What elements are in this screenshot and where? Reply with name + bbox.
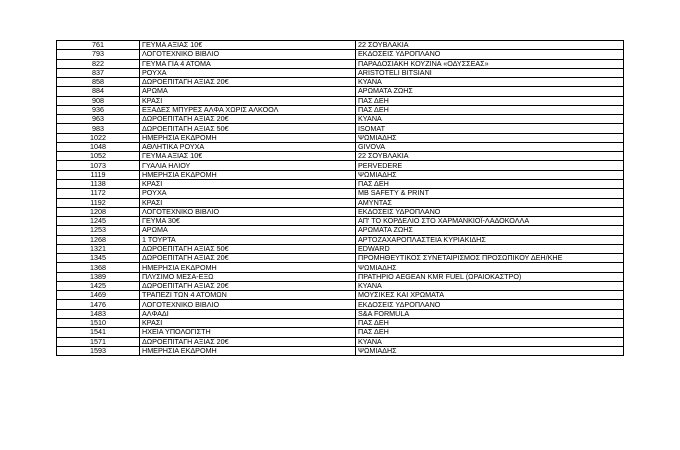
sponsor-cell: ΨΩΜΙΑΔΗΣ [356, 170, 624, 179]
sponsor-cell: ΠΑΣ ΔΕΗ [356, 96, 624, 105]
prize-cell: ΑΡΩΜΑ [140, 87, 356, 96]
prize-cell: ΛΟΓΟΤΕΧΝΙΚΟ ΒΙΒΛΙΟ [140, 300, 356, 309]
table-row [57, 152, 624, 161]
prize-table [56, 40, 624, 356]
prize-cell: ΔΩΡΟΕΠΙΤΑΓΗ ΑΞΙΑΣ 20€ [140, 254, 356, 263]
table-row [57, 328, 624, 337]
ticket-number-cell: 1048 [57, 142, 140, 151]
sponsor-cell: ΨΩΜΙΑΔΗΣ [356, 133, 624, 142]
sponsor-cell: ΕΚΔΟΣΕΙΣ ΥΔΡΟΠΛΑΝΟ [356, 207, 624, 216]
sponsor-cell: ΑΡΤΟΖΑΧΑΡΟΠΛΑΣΤΕΙΑ ΚΥΡΙΑΚΙΔΗΣ [356, 235, 624, 244]
ticket-number-cell: 1476 [57, 300, 140, 309]
prize-cell: ΔΩΡΟΕΠΙΤΑΓΗ ΑΞΙΑΣ 20€ [140, 337, 356, 346]
table-row [57, 235, 624, 244]
prize-cell: ΗΜΕΡΗΣΙΑ ΕΚΔΡΟΜΗ [140, 170, 356, 179]
sponsor-cell: ΚΥΑΝΑ [356, 337, 624, 346]
sponsor-cell: EDWARD [356, 244, 624, 253]
table-row [57, 254, 624, 263]
table-row [57, 226, 624, 235]
table-row [57, 346, 624, 355]
sponsor-cell: ΚΥΑΝΑ [356, 281, 624, 290]
prize-cell: ΚΡΑΣΙ [140, 96, 356, 105]
table-row [57, 133, 624, 142]
prize-cell: ΑΛΦΑΔΙ [140, 309, 356, 318]
prize-cell: ΔΩΡΟΕΠΙΤΑΓΗ ΑΞΙΑΣ 20€ [140, 78, 356, 87]
sponsor-cell: ΑΡΩΜΑΤΑ ΖΩΗΣ [356, 87, 624, 96]
ticket-number-cell: 983 [57, 124, 140, 133]
prize-cell: ΓΕΥΜΑ ΓΙΑ 4 ΑΤΟΜΑ [140, 59, 356, 68]
ticket-number-cell: 1172 [57, 189, 140, 198]
table-row [57, 217, 624, 226]
sponsor-cell: ΑΡΩΜΑΤΑ ΖΩΗΣ [356, 226, 624, 235]
table-row [57, 198, 624, 207]
table-row [57, 337, 624, 346]
ticket-number-cell: 1022 [57, 133, 140, 142]
ticket-number-cell: 761 [57, 41, 140, 50]
table-row [57, 105, 624, 114]
sponsor-cell: GIVOVA [356, 142, 624, 151]
sponsor-cell: ISOMAT [356, 124, 624, 133]
prize-cell: ΔΩΡΟΕΠΙΤΑΓΗ ΑΞΙΑΣ 50€ [140, 244, 356, 253]
ticket-number-cell: 1510 [57, 318, 140, 327]
table-row [57, 281, 624, 290]
sponsor-cell: ΠΑΡΑΔΟΣΙΑΚΗ ΚΟΥΖΙΝΑ «ΟΔΥΣΣΕΑΣ» [356, 59, 624, 68]
prize-cell: ΗΜΕΡΗΣΙΑ ΕΚΔΡΟΜΗ [140, 346, 356, 355]
ticket-number-cell: 1052 [57, 152, 140, 161]
sponsor-cell: ΚΥΑΝΑ [356, 115, 624, 124]
sponsor-cell: ΠΑΣ ΔΕΗ [356, 318, 624, 327]
ticket-number-cell: 908 [57, 96, 140, 105]
sponsor-cell: ΑΠ' ΤΟ ΚΟΡΔΕΛΙΟ ΣΤΟ ΧΑΡΜΑΝΚΙΟΪ-ΛΑΔΟΚΟΛΛΑ [356, 217, 624, 226]
table-row [57, 300, 624, 309]
ticket-number-cell: 1321 [57, 244, 140, 253]
ticket-number-cell: 1208 [57, 207, 140, 216]
table-row [57, 124, 624, 133]
prize-cell: ΓΕΥΜΑ ΑΞΙΑΣ 10€ [140, 41, 356, 50]
prize-cell: ΑΡΩΜΑ [140, 226, 356, 235]
sponsor-cell: 22 ΣΟΥΒΛΑΚΙΑ [356, 41, 624, 50]
prize-cell: ΛΟΓΟΤΕΧΝΙΚΟ ΒΙΒΛΙΟ [140, 207, 356, 216]
prize-cell: ΑΘΛΗΤΙΚΑ ΡΟΥΧΑ [140, 142, 356, 151]
sponsor-cell: ΠΑΣ ΔΕΗ [356, 328, 624, 337]
ticket-number-cell: 963 [57, 115, 140, 124]
prize-cell: ΗΜΕΡΗΣΙΑ ΕΚΔΡΟΜΗ [140, 133, 356, 142]
prize-cell: ΚΡΑΣΙ [140, 179, 356, 188]
sponsor-cell: 22 ΣΟΥΒΛΑΚΙΑ [356, 152, 624, 161]
table-row [57, 189, 624, 198]
table-row [57, 318, 624, 327]
table-row [57, 68, 624, 77]
table-row [57, 50, 624, 59]
prize-cell: ΔΩΡΟΕΠΙΤΑΓΗ ΑΞΙΑΣ 20€ [140, 281, 356, 290]
prize-cell: ΚΡΑΣΙ [140, 318, 356, 327]
sponsor-cell: ΨΩΜΙΑΔΗΣ [356, 346, 624, 355]
ticket-number-cell: 1368 [57, 263, 140, 272]
table-row [57, 96, 624, 105]
prize-cell: ΗΜΕΡΗΣΙΑ ΕΚΔΡΟΜΗ [140, 263, 356, 272]
prize-cell: ΡΟΥΧΑ [140, 189, 356, 198]
ticket-number-cell: 1345 [57, 254, 140, 263]
sponsor-cell: ΜΟΥΣΙΚΕΣ ΚΑΙ ΧΡΩΜΑΤΑ [356, 291, 624, 300]
prize-cell: ΕΞΑΔΕΣ ΜΠΥΡΕΣ ΑΛΦΑ ΧΩΡΙΣ ΑΛΚΟΟΛ [140, 105, 356, 114]
prize-cell: 1 ΤΟΥΡΤΑ [140, 235, 356, 244]
prize-cell: ΓΥΑΛΙΑ ΗΛΙΟΥ [140, 161, 356, 170]
prize-cell: ΔΩΡΟΕΠΙΤΑΓΗ ΑΞΙΑΣ 50€ [140, 124, 356, 133]
table-row [57, 170, 624, 179]
sponsor-cell: ΠΑΣ ΔΕΗ [356, 105, 624, 114]
table-row [57, 161, 624, 170]
prize-cell: ΔΩΡΟΕΠΙΤΑΓΗ ΑΞΙΑΣ 20€ [140, 115, 356, 124]
table-row [57, 244, 624, 253]
ticket-number-cell: 1073 [57, 161, 140, 170]
sponsor-cell: ΚΥΑΝΑ [356, 78, 624, 87]
prize-cell: ΡΟΥΧΑ [140, 68, 356, 77]
ticket-number-cell: 1138 [57, 179, 140, 188]
ticket-number-cell: 1425 [57, 281, 140, 290]
sponsor-cell: PERVEDERE [356, 161, 624, 170]
ticket-number-cell: 936 [57, 105, 140, 114]
ticket-number-cell: 1571 [57, 337, 140, 346]
table-row [57, 272, 624, 281]
ticket-number-cell: 793 [57, 50, 140, 59]
sponsor-cell: ΕΚΔΟΣΕΙΣ ΥΔΡΟΠΛΑΝΟ [356, 50, 624, 59]
ticket-number-cell: 858 [57, 78, 140, 87]
ticket-number-cell: 1119 [57, 170, 140, 179]
ticket-number-cell: 1245 [57, 217, 140, 226]
table-row [57, 291, 624, 300]
ticket-number-cell: 1192 [57, 198, 140, 207]
ticket-number-cell: 1268 [57, 235, 140, 244]
table-row [57, 179, 624, 188]
prize-cell: ΠΛΥΣΙΜΟ ΜΕΣΑ-ΕΞΩ [140, 272, 356, 281]
prize-cell: ΚΡΑΣΙ [140, 198, 356, 207]
sponsor-cell: ΠΡΑΤΗΡΙΟ AEGEAN KMR FUEL (ΩΡΑΙΟΚΑΣΤΡΟ) [356, 272, 624, 281]
table-row [57, 263, 624, 272]
prize-cell: ΓΕΥΜΑ 30€ [140, 217, 356, 226]
sponsor-cell: ΑΜΥΝΤΑΣ [356, 198, 624, 207]
table-row [57, 78, 624, 87]
ticket-number-cell: 822 [57, 59, 140, 68]
table-row [57, 207, 624, 216]
sponsor-cell: ARISTOTELI BITSIANI [356, 68, 624, 77]
ticket-number-cell: 1541 [57, 328, 140, 337]
sponsor-cell: S&A FORMULA [356, 309, 624, 318]
table-row [57, 59, 624, 68]
table-row [57, 142, 624, 151]
prize-table-body [57, 41, 624, 356]
ticket-number-cell: 1593 [57, 346, 140, 355]
ticket-number-cell: 1469 [57, 291, 140, 300]
sponsor-cell: ΕΚΔΟΣΕΙΣ ΥΔΡΟΠΛΑΝΟ [356, 300, 624, 309]
prize-cell: ΓΕΥΜΑ ΑΞΙΑΣ 10€ [140, 152, 356, 161]
ticket-number-cell: 1253 [57, 226, 140, 235]
prize-cell: ΛΟΓΟΤΕΧΝΙΚΟ ΒΙΒΛΙΟ [140, 50, 356, 59]
ticket-number-cell: 1389 [57, 272, 140, 281]
sponsor-cell: ΠΑΣ ΔΕΗ [356, 179, 624, 188]
ticket-number-cell: 884 [57, 87, 140, 96]
prize-cell: ΤΡΑΠΕΖΙ ΤΩΝ 4 ΑΤΟΜΩΝ [140, 291, 356, 300]
ticket-number-cell: 1483 [57, 309, 140, 318]
table-row [57, 41, 624, 50]
table-row [57, 87, 624, 96]
table-row [57, 115, 624, 124]
sponsor-cell: ΠΡΟΜΗΘΕΥΤΙΚΟΣ ΣΥΝΕΤΑΙΡΙΣΜΟΣ ΠΡΟΣΩΠΙΚΟΥ ΔΕΗ/ΚΗΕ [356, 254, 624, 263]
table-row [57, 309, 624, 318]
ticket-number-cell: 837 [57, 68, 140, 77]
sponsor-cell: MB SAFETY & PRINT [356, 189, 624, 198]
prize-cell: ΗΧΕΙΑ ΥΠΟΛΟΓΙΣΤΗ [140, 328, 356, 337]
sponsor-cell: ΨΩΜΙΑΔΗΣ [356, 263, 624, 272]
